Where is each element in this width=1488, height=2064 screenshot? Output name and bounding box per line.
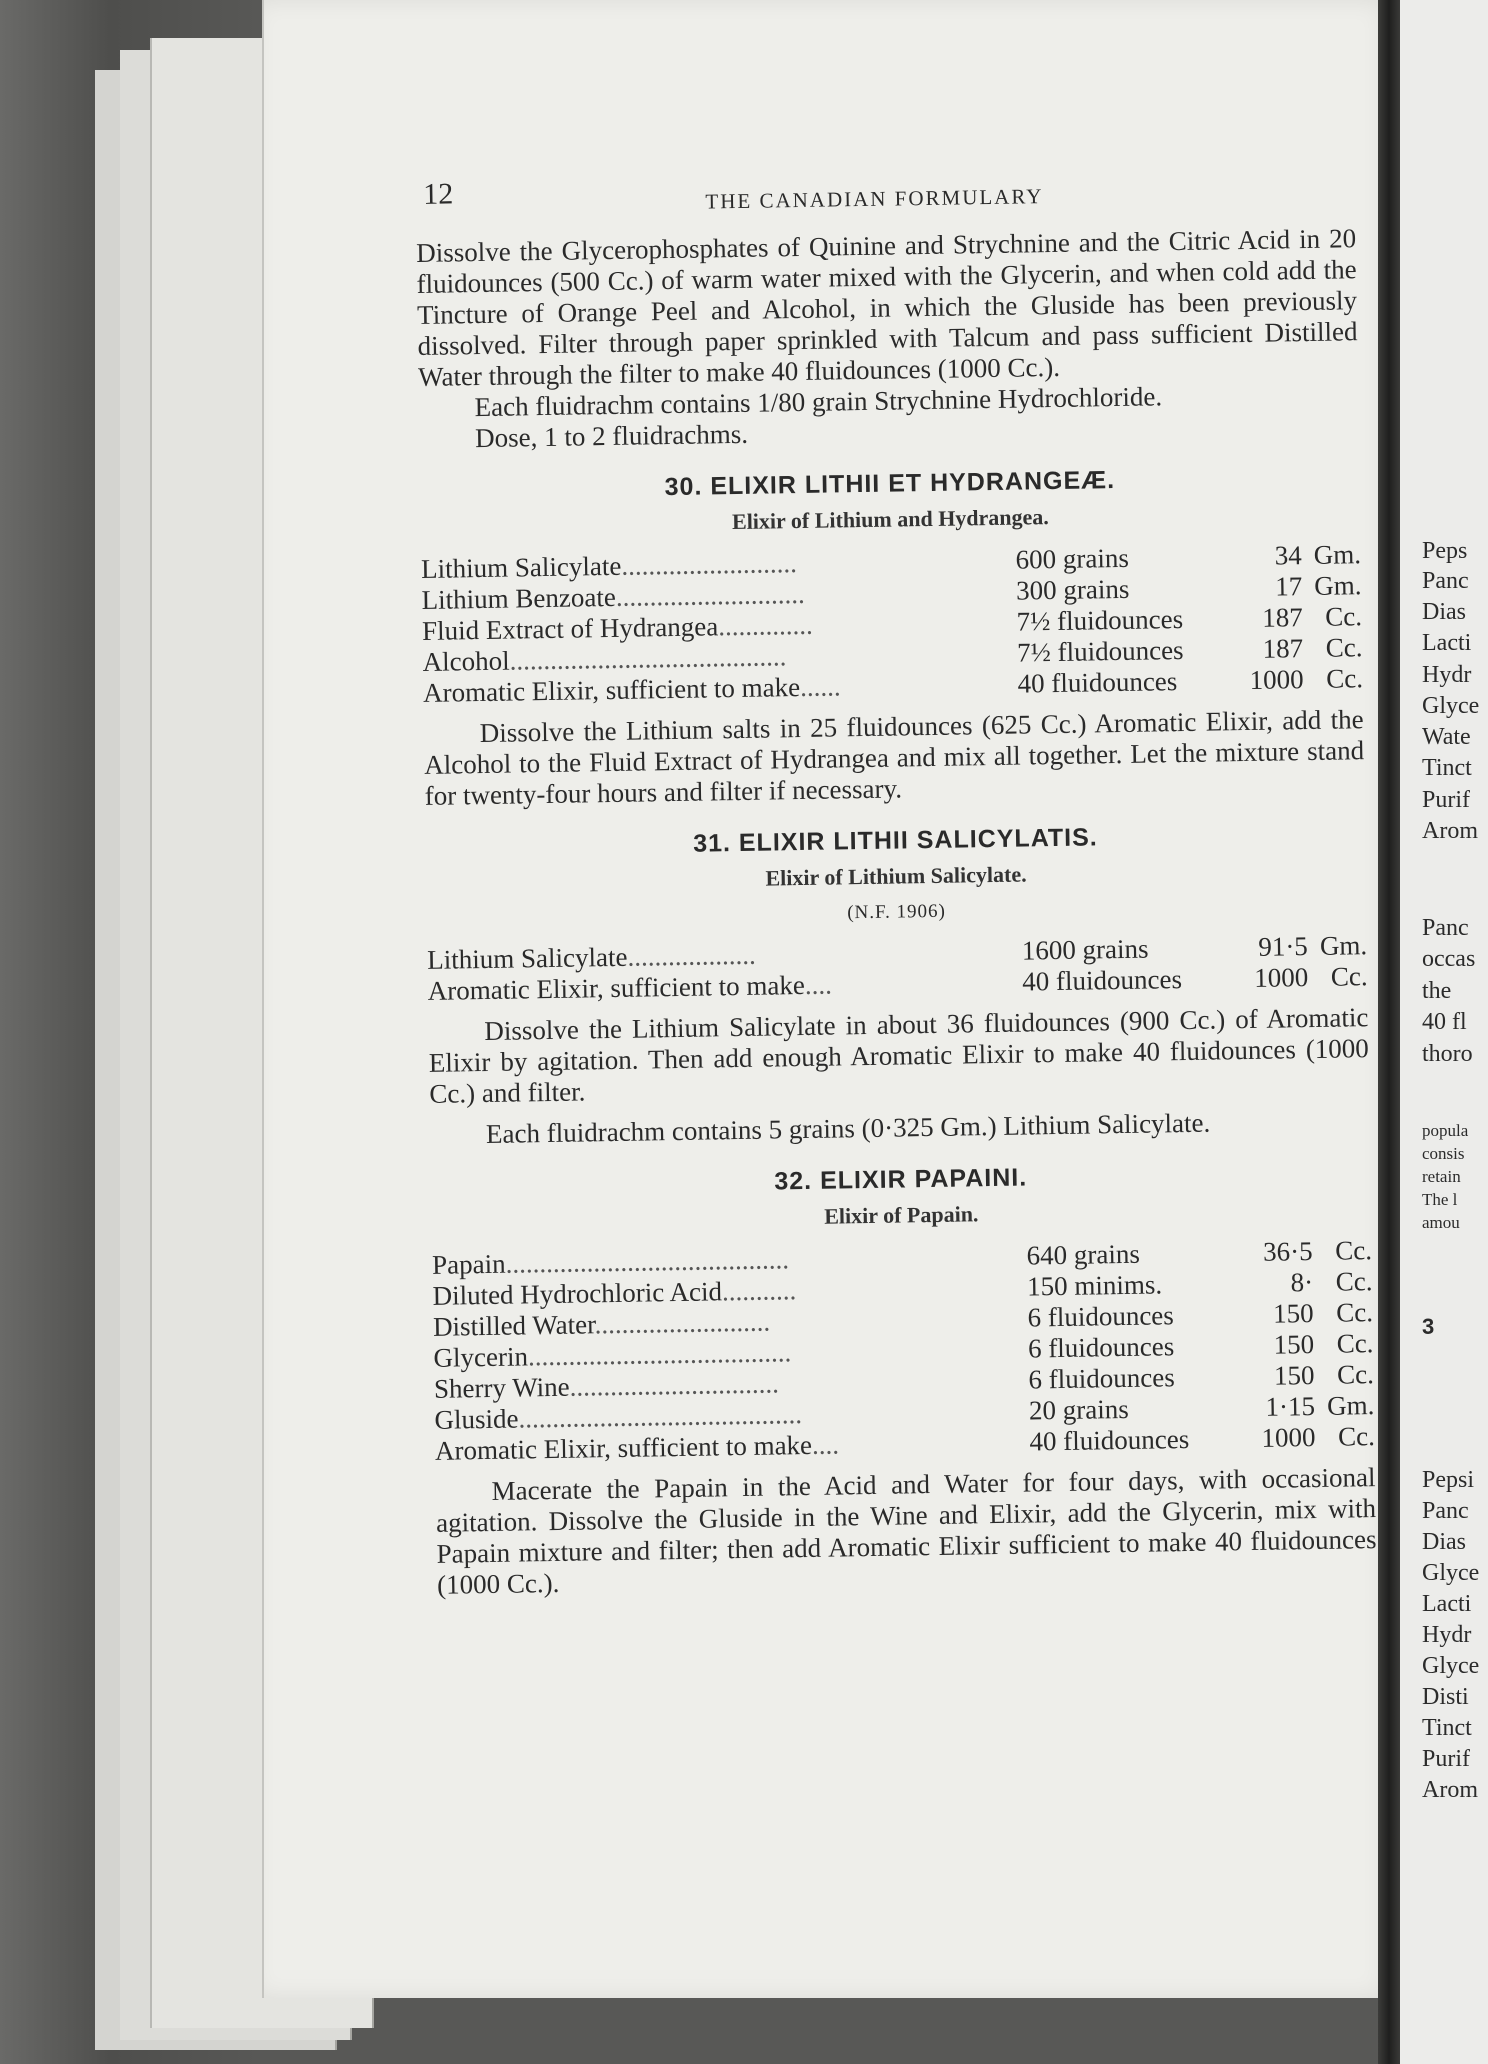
facing-text: Peps [1422, 538, 1468, 564]
facing-text: Tinct [1422, 755, 1472, 781]
ingredient-metric: 1000 [1254, 962, 1309, 993]
ingredient-amount: 40 fluidounces [1029, 1423, 1190, 1457]
ingredient-metric: 1000 [1249, 664, 1304, 695]
section-subtitle: Elixir of Lithium and Hydrangea. [731, 504, 1049, 535]
facing-text: Hydr [1422, 1622, 1472, 1648]
ingredient-name: Sherry Wine............................... [433, 1368, 780, 1404]
book-spine [1378, 0, 1400, 2064]
facing-text: Lacti [1422, 1591, 1472, 1617]
ingredient-name: Distilled Water.......................... [432, 1306, 771, 1342]
ingredient-unit: Cc. [1335, 1297, 1374, 1328]
ingredient-metric: 150 [1273, 1329, 1315, 1360]
facing-text: Hydr [1422, 662, 1472, 688]
facing-text: Arom [1422, 1777, 1478, 1803]
ingredient-amount: 40 fluidounces [1017, 666, 1178, 699]
facing-text: thoro [1422, 1041, 1473, 1067]
facing-text: Wate [1422, 724, 1471, 750]
section-title: 30. ELIXIR LITHII ET HYDRANGEÆ. [664, 466, 1116, 502]
ingredient-metric: 1·15 [1265, 1391, 1316, 1422]
facing-text: Panc [1422, 915, 1469, 941]
facing-text: amou [1422, 1213, 1460, 1232]
formula-section [420, 462, 1365, 812]
ingredient-table [421, 539, 1363, 709]
ingredient-unit: Cc. [1325, 632, 1363, 663]
ingredient-metric: 150 [1272, 1298, 1314, 1329]
ingredient-name: Glycerin....................................... [433, 1337, 792, 1373]
facing-text: 40 fl [1422, 1009, 1467, 1035]
page-content [415, 163, 1377, 1601]
facing-text: consis [1422, 1144, 1465, 1163]
ingredient-amount: 6 fluidounces [1027, 1331, 1175, 1364]
page-number: 12 [422, 177, 454, 211]
ingredient-unit: Gm. [1313, 539, 1362, 570]
ingredient-unit: Cc. [1336, 1359, 1375, 1390]
ingredient-name: Aromatic Elixir, sufficient to make.... [427, 969, 833, 1006]
ingredient-amount: 600 grains [1015, 542, 1130, 575]
section-title: 32. ELIXIR PAPAINI. [774, 1163, 1028, 1196]
ingredient-amount: 6 fluidounces [1027, 1300, 1175, 1333]
facing-text: Tinct [1422, 1715, 1472, 1741]
dose-line: Dose, 1 to 2 fluidrachms. [474, 418, 749, 454]
facing-text: Panc [1422, 1498, 1469, 1524]
ingredient-metric: 91·5 [1258, 931, 1309, 962]
ingredient-metric: 36·5 [1262, 1236, 1313, 1267]
facing-text: Glyce [1422, 1560, 1480, 1586]
facing-text: Disti [1422, 1684, 1469, 1710]
ingredient-name: Aromatic Elixir, sufficient to make...... [422, 671, 841, 708]
dose-line: Each fluidrachm contains 1/80 grain Strychnine Hydrochloride. [474, 381, 1163, 423]
ingredient-unit: Cc. [1325, 663, 1364, 694]
ingredient-unit: Cc. [1336, 1328, 1374, 1359]
section-note: (N.F. 1906) [847, 900, 947, 924]
ingredient-metric: 17 [1274, 571, 1303, 602]
ingredient-amount: 7½ fluidounces [1016, 634, 1184, 668]
facing-text: Lacti [1422, 630, 1472, 656]
section-directions: Dissolve the Lithium Salicylate in about 36 fluidounces (900 Cc.) of Aromatic Elixir by agitation. Then add enough Aromatic Elixir to make 40 fluidounces (1000 Cc.) and filter. [428, 1002, 1370, 1109]
facing-text: the [1422, 978, 1452, 1004]
ingredient-amount: 150 minims. [1026, 1269, 1163, 1302]
ingredient-name: Lithium Salicylate................... [427, 939, 756, 975]
ingredient-name: Lithium Benzoate............................ [421, 578, 806, 615]
ingredient-amount: 300 grains [1015, 573, 1130, 606]
ingredient-amount: 6 fluidounces [1028, 1362, 1175, 1395]
ingredient-amount: 1600 grains [1021, 933, 1149, 966]
ingredient-name: Papain.......................................... [431, 1244, 790, 1280]
ingredient-name: Alcohol......................................... [422, 641, 787, 677]
facing-text: retain [1422, 1167, 1461, 1186]
intro-paragraph: Dissolve the Glycerophosphates of Quinine and Strychnine and the Citric Acid in 20 fluidounces (500 Cc.) of warm water mixed with the Glycerin, and when cold add the Tincture of Orange Peel and Alcohol, in which the Gluside has been previously dissolved. Filter through paper sprinkled with Talcum and pass sufficient Distilled Water through the filter to make 40 fluidounces (1000 Cc.). [415, 223, 1358, 392]
ingredient-name: Aromatic Elixir, sufficient to make.... [434, 1429, 840, 1466]
ingredient-metric: 150 [1273, 1360, 1315, 1391]
ingredient-unit: Gm. [1314, 570, 1362, 601]
ingredient-metric: 8· [1290, 1267, 1314, 1298]
facing-text: Glyce [1422, 693, 1480, 719]
ingredient-unit: Cc. [1335, 1266, 1373, 1297]
section-subtitle: Elixir of Papain. [824, 1201, 979, 1229]
ingredient-unit: Cc. [1330, 961, 1368, 992]
ingredient-amount: 7½ fluidounces [1016, 603, 1184, 637]
formula-section [431, 1158, 1378, 1601]
section-title: 31. ELIXIR LITHII SALICYLATIS. [692, 823, 1098, 858]
facing-text: Purif [1422, 1746, 1470, 1772]
section-subtitle: Elixir of Lithium Salicylate. [765, 861, 1027, 891]
facing-text: Glyce [1422, 1653, 1480, 1679]
formula-section [425, 819, 1370, 1151]
ingredient-unit: Gm. [1319, 930, 1368, 961]
ingredient-table [427, 930, 1368, 1007]
ingredient-amount: 40 fluidounces [1022, 964, 1183, 997]
ingredient-amount: 640 grains [1026, 1238, 1141, 1271]
facing-text: The l [1422, 1190, 1458, 1209]
ingredient-name: Fluid Extract of Hydrangea.............. [421, 609, 813, 646]
facing-text: popula [1422, 1121, 1469, 1140]
ingredient-amount: 20 grains [1028, 1393, 1129, 1426]
ingredient-name: Diluted Hydrochloric Acid........... [432, 1275, 797, 1311]
facing-text: Panc [1422, 568, 1469, 594]
ingredient-metric: 34 [1274, 540, 1302, 571]
running-title: THE CANADIAN FORMULARY [705, 184, 1044, 214]
ingredient-unit: Cc. [1334, 1235, 1373, 1266]
facing-text: Arom [1422, 818, 1478, 844]
ingredient-unit: Cc. [1325, 601, 1363, 632]
facing-text: Purif [1422, 787, 1470, 813]
section-directions: Dissolve the Lithium salts in 25 fluidounces (625 Cc.) Aromatic Elixir, add the Alcohol to the Fluid Extract of Hydrangea and mix all together. Let the mixture stand for twenty-four hours and filter if necessary. [423, 704, 1365, 811]
ingredient-name: Lithium Salicylate.......................... [420, 548, 798, 584]
ingredient-name: Gluside.......................................... [434, 1399, 803, 1435]
facing-text: Dias [1422, 599, 1466, 625]
facing-text: Pepsi [1422, 1467, 1475, 1493]
facing-text: occas [1422, 946, 1476, 972]
facing-text: Dias [1422, 1529, 1466, 1555]
ingredient-metric: 187 [1262, 633, 1304, 664]
ingredient-unit: Cc. [1337, 1421, 1376, 1452]
facing-page [1400, 0, 1488, 2064]
facing-text: 3 [1422, 1314, 1435, 1339]
ingredient-metric: 187 [1261, 602, 1303, 633]
section-directions: Macerate the Papain in the Acid and Water for four days, with occasional agitation. Dissolve the Gluside in the Wine and Elixir, add the Glycerin, mix with Papain mixture and filter; then add Aromatic Elixir sufficient to make 40 fluidounces (1000 Cc.). [435, 1462, 1377, 1600]
ingredient-metric: 1000 [1261, 1422, 1316, 1453]
ingredient-table [432, 1235, 1375, 1467]
ingredient-unit: Gm. [1326, 1390, 1375, 1421]
section-dose: Each fluidrachm contains 5 grains (0·325 Gm.) Lithium Salicylate. [485, 1107, 1211, 1150]
